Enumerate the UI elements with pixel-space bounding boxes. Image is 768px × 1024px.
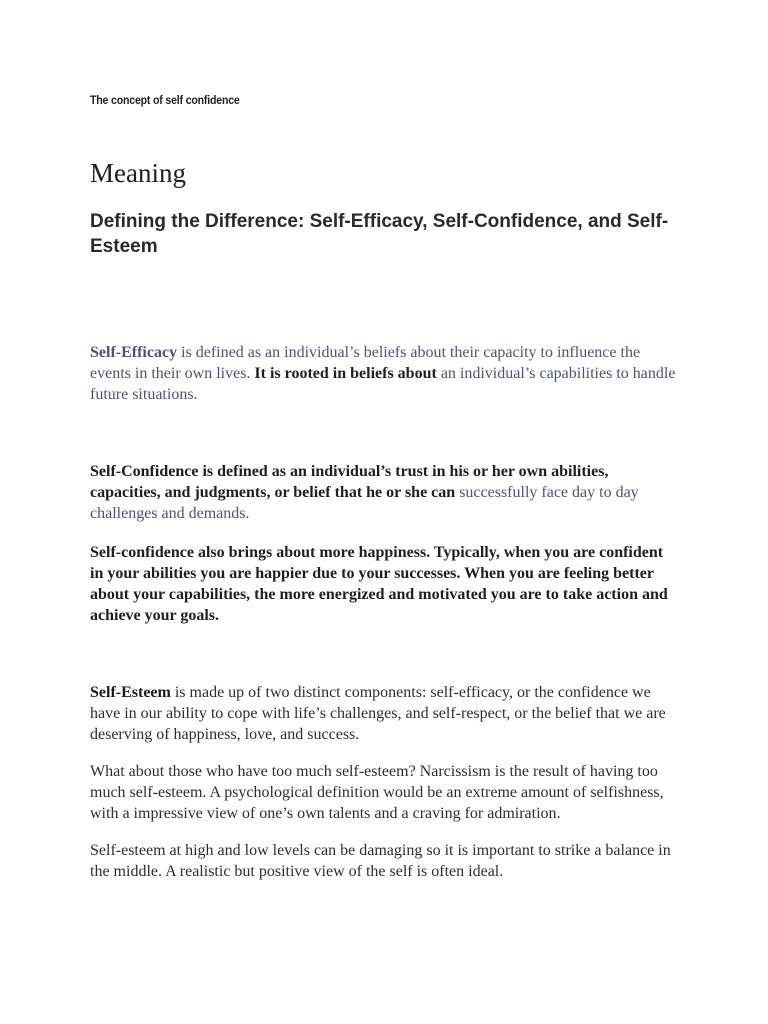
self-efficacy-rooted: It is rooted in beliefs about (250, 365, 437, 382)
self-esteem-definition: is made up of two distinct components: self-efficacy, or the confidence we have in our ability to cope with life’s challenges, and self-respect, or the belief that we are deserving of happiness, love, and success. (90, 684, 666, 743)
difference-subheading: Defining the Difference: Self-Efficacy, Self-Confidence, and Self-Esteem (90, 211, 669, 257)
balance-paragraph: Self-esteem at high and low levels can be damaging so it is important to strike a balance in the middle. A realistic but positive view of the self is often ideal. (90, 842, 671, 880)
self-confidence-happiness-paragraph: Self-confidence also brings about more happiness. Typically, when you are confident in your abilities you are happier due to your successes. When you are feeling better about your capabilities, the more energized and motivated you are to take action and achieve your goals. (90, 544, 668, 624)
self-efficacy-definition: is defined as an individual’s beliefs about their capacity to influence the events in their own lives. (90, 344, 641, 382)
self-confidence-challenges: successfully face day to day challenges and demands. (90, 484, 639, 522)
meaning-heading: Meaning (90, 158, 186, 188)
self-confidence-term: Self-Confidence (90, 463, 199, 480)
self-esteem-term: Self-Esteem (90, 684, 171, 701)
self-efficacy-paragraph (90, 342, 680, 405)
self-efficacy-capabilities: an individual’s capabilities to handle future situations. (90, 365, 676, 403)
self-efficacy-term: Self-Efficacy (90, 344, 178, 361)
self-confidence-paragraph (90, 461, 680, 524)
self-esteem-paragraph (90, 682, 680, 745)
narcissism-paragraph: What about those who have too much self-esteem? Narcissism is the result of having too much self-esteem. A psychological definition would be an extreme amount of selfishness, with a impressive view of one’s own talents and a craving for admiration. (90, 763, 664, 822)
self-confidence-definition: is defined as an individual’s trust in his or her own abilities, capacities, and judgments, or belief that he or she can (90, 463, 609, 501)
document-title: The concept of self confidence (90, 93, 240, 107)
